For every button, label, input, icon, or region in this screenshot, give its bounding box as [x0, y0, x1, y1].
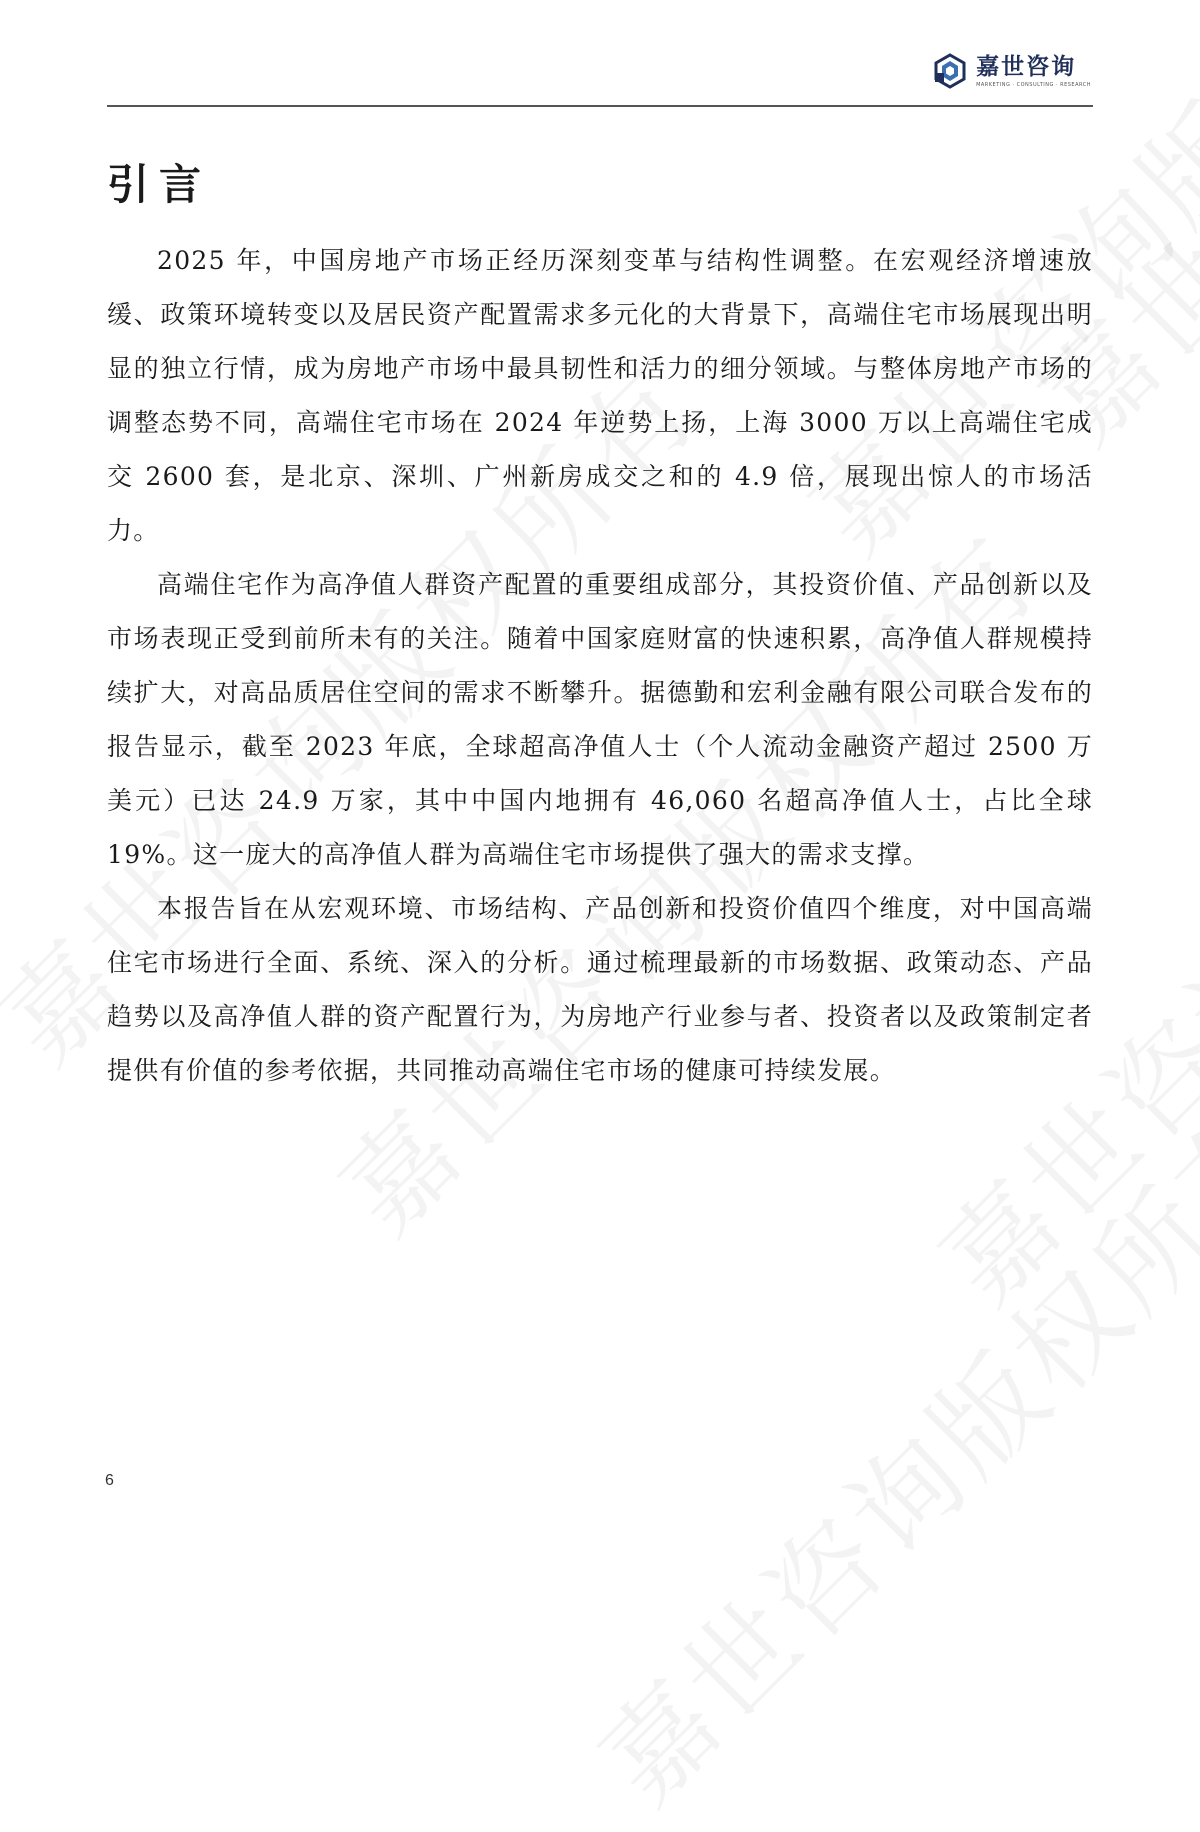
- page-title: 引言: [107, 160, 212, 209]
- logo-mark-icon: [932, 53, 968, 89]
- paragraph: 2025 年，中国房地产市场正经历深刻变革与结构性调整。在宏观经济增速放缓、政策环境转变以及居民资产配置需求多元化的大背景下，高端住宅市场展现出明显的独立行情，成为房地产市场中最具韧性和活力的细分领域。与整体房地产市场的调整态势不同，高端住宅市场在 2024 年逆势上扬，上海 3000 万以上高端住宅成交 2600 套，是北京、深圳、广州新房成交之和的 4.9 倍，展现出惊人的市场活力。: [107, 246, 1093, 545]
- logo-tagline: MARKETING · CONSULTING · RESEARCH: [976, 82, 1091, 88]
- page-header: [107, 45, 1093, 107]
- company-logo: [932, 53, 1091, 89]
- page-number: 6: [105, 1472, 114, 1489]
- watermark: [560, 1064, 1200, 1832]
- logo-name: 嘉世咨询: [976, 54, 1077, 80]
- body-content: [107, 234, 1093, 1098]
- paragraph: 高端住宅作为高净值人群资产配置的重要组成部分，其投资价值、产品创新以及市场表现正受到前所未有的关注。随着中国家庭财富的快速积累，高净值人群规模持续扩大，对高品质居住空间的需求不断攀升。据德勤和宏利金融有限公司联合发布的报告显示，截至 2023 年底，全球超高净值人士（个人流动金融资产超过 2500 万美元）已达 24.9 万家，其中中国内地拥有 46,060 名超高净值人士，占比全球 19%。这一庞大的高净值人群为高端住宅市场提供了强大的需求支撑。: [107, 570, 1093, 869]
- paragraph: 本报告旨在从宏观环境、市场结构、产品创新和投资价值四个维度，对中国高端住宅市场进行全面、系统、深入的分析。通过梳理最新的市场数据、政策动态、产品趋势以及高净值人群的资产配置行为，为房地产行业参与者、投资者以及政策制定者提供有价值的参考依据，共同推动高端住宅市场的健康可持续发展。: [107, 894, 1093, 1085]
